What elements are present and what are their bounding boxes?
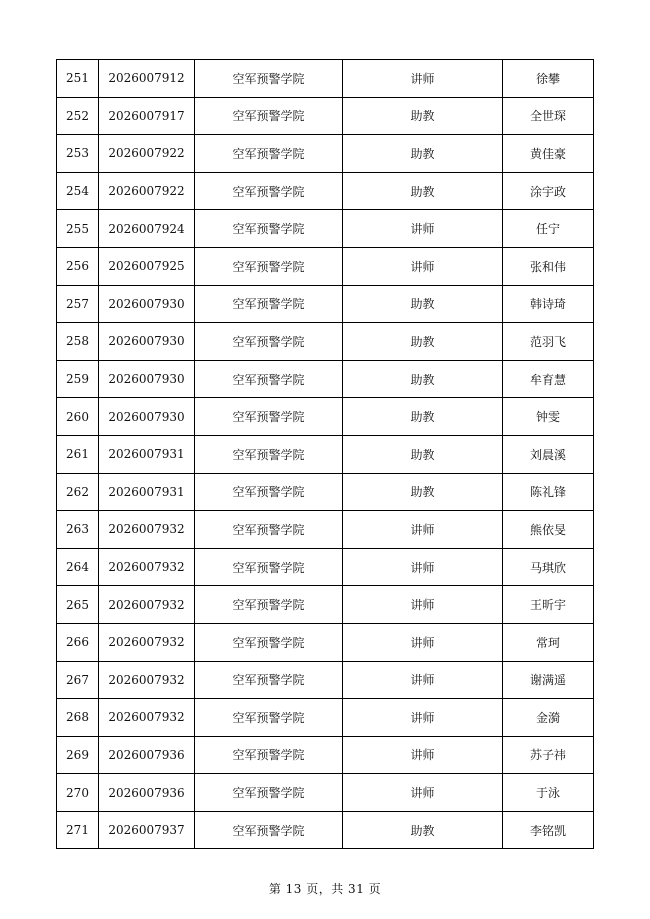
table-row xyxy=(57,97,594,135)
row-index-cell: 265 xyxy=(57,586,99,624)
table-row xyxy=(57,247,594,285)
table-row xyxy=(57,699,594,737)
row-index-cell: 254 xyxy=(57,172,99,210)
code-cell: 2026007930 xyxy=(99,285,195,323)
unit-cell: 空军预警学院 xyxy=(195,548,343,586)
table-row xyxy=(57,736,594,774)
row-index-cell: 260 xyxy=(57,398,99,436)
unit-cell: 空军预警学院 xyxy=(195,435,343,473)
title-cell: 助教 xyxy=(343,285,503,323)
unit-cell: 空军预警学院 xyxy=(195,210,343,248)
row-index-cell: 270 xyxy=(57,774,99,812)
table-row xyxy=(57,210,594,248)
title-cell: 讲师 xyxy=(343,661,503,699)
code-cell: 2026007936 xyxy=(99,736,195,774)
code-cell: 2026007932 xyxy=(99,661,195,699)
title-cell: 助教 xyxy=(343,97,503,135)
code-cell: 2026007922 xyxy=(99,135,195,173)
code-cell: 2026007932 xyxy=(99,699,195,737)
title-cell: 讲师 xyxy=(343,699,503,737)
code-cell: 2026007912 xyxy=(99,60,195,98)
code-cell: 2026007925 xyxy=(99,247,195,285)
table-row xyxy=(57,586,594,624)
roster-table-body xyxy=(57,60,594,849)
row-index-cell: 261 xyxy=(57,435,99,473)
name-cell: 熊依旻 xyxy=(503,511,594,549)
name-cell: 陈礼锋 xyxy=(503,473,594,511)
unit-cell: 空军预警学院 xyxy=(195,247,343,285)
code-cell: 2026007930 xyxy=(99,398,195,436)
title-cell: 讲师 xyxy=(343,511,503,549)
code-cell: 2026007932 xyxy=(99,623,195,661)
code-cell: 2026007924 xyxy=(99,210,195,248)
unit-cell: 空军预警学院 xyxy=(195,398,343,436)
row-index-cell: 269 xyxy=(57,736,99,774)
table-row xyxy=(57,398,594,436)
title-cell: 助教 xyxy=(343,360,503,398)
code-cell: 2026007917 xyxy=(99,97,195,135)
unit-cell: 空军预警学院 xyxy=(195,473,343,511)
name-cell: 韩诗琦 xyxy=(503,285,594,323)
row-index-cell: 255 xyxy=(57,210,99,248)
code-cell: 2026007931 xyxy=(99,435,195,473)
title-cell: 助教 xyxy=(343,172,503,210)
table-row xyxy=(57,60,594,98)
title-cell: 讲师 xyxy=(343,774,503,812)
table-row xyxy=(57,661,594,699)
row-index-cell: 267 xyxy=(57,661,99,699)
row-index-cell: 258 xyxy=(57,323,99,361)
row-index-cell: 252 xyxy=(57,97,99,135)
unit-cell: 空军预警学院 xyxy=(195,623,343,661)
code-cell: 2026007932 xyxy=(99,586,195,624)
name-cell: 王昕宇 xyxy=(503,586,594,624)
title-cell: 助教 xyxy=(343,398,503,436)
name-cell: 李铭凯 xyxy=(503,811,594,849)
title-cell: 讲师 xyxy=(343,247,503,285)
unit-cell: 空军预警学院 xyxy=(195,135,343,173)
row-index-cell: 263 xyxy=(57,511,99,549)
unit-cell: 空军预警学院 xyxy=(195,811,343,849)
title-cell: 讲师 xyxy=(343,60,503,98)
table-row xyxy=(57,623,594,661)
title-cell: 讲师 xyxy=(343,623,503,661)
unit-cell: 空军预警学院 xyxy=(195,511,343,549)
unit-cell: 空军预警学院 xyxy=(195,360,343,398)
title-cell: 助教 xyxy=(343,811,503,849)
code-cell: 2026007937 xyxy=(99,811,195,849)
row-index-cell: 257 xyxy=(57,285,99,323)
row-index-cell: 259 xyxy=(57,360,99,398)
row-index-cell: 262 xyxy=(57,473,99,511)
code-cell: 2026007932 xyxy=(99,511,195,549)
table-row xyxy=(57,811,594,849)
table-row xyxy=(57,285,594,323)
unit-cell: 空军预警学院 xyxy=(195,661,343,699)
code-cell: 2026007932 xyxy=(99,548,195,586)
name-cell: 苏子祎 xyxy=(503,736,594,774)
title-cell: 讲师 xyxy=(343,586,503,624)
name-cell: 任宁 xyxy=(503,210,594,248)
name-cell: 黄佳豪 xyxy=(503,135,594,173)
name-cell: 涂宇政 xyxy=(503,172,594,210)
row-index-cell: 266 xyxy=(57,623,99,661)
unit-cell: 空军预警学院 xyxy=(195,97,343,135)
unit-cell: 空军预警学院 xyxy=(195,172,343,210)
title-cell: 讲师 xyxy=(343,736,503,774)
title-cell: 讲师 xyxy=(343,548,503,586)
name-cell: 牟育慧 xyxy=(503,360,594,398)
name-cell: 全世琛 xyxy=(503,97,594,135)
row-index-cell: 264 xyxy=(57,548,99,586)
table-row xyxy=(57,435,594,473)
name-cell: 马琪欣 xyxy=(503,548,594,586)
row-index-cell: 271 xyxy=(57,811,99,849)
unit-cell: 空军预警学院 xyxy=(195,586,343,624)
title-cell: 讲师 xyxy=(343,210,503,248)
table-row xyxy=(57,548,594,586)
code-cell: 2026007930 xyxy=(99,323,195,361)
unit-cell: 空军预警学院 xyxy=(195,323,343,361)
name-cell: 金漪 xyxy=(503,699,594,737)
table-row xyxy=(57,774,594,812)
table-row xyxy=(57,360,594,398)
table-row xyxy=(57,135,594,173)
code-cell: 2026007922 xyxy=(99,172,195,210)
unit-cell: 空军预警学院 xyxy=(195,60,343,98)
unit-cell: 空军预警学院 xyxy=(195,285,343,323)
unit-cell: 空军预警学院 xyxy=(195,774,343,812)
name-cell: 谢满遥 xyxy=(503,661,594,699)
table-row xyxy=(57,323,594,361)
row-index-cell: 253 xyxy=(57,135,99,173)
code-cell: 2026007931 xyxy=(99,473,195,511)
row-index-cell: 256 xyxy=(57,247,99,285)
name-cell: 徐攀 xyxy=(503,60,594,98)
name-cell: 钟雯 xyxy=(503,398,594,436)
title-cell: 助教 xyxy=(343,435,503,473)
code-cell: 2026007936 xyxy=(99,774,195,812)
name-cell: 张和伟 xyxy=(503,247,594,285)
code-cell: 2026007930 xyxy=(99,360,195,398)
title-cell: 助教 xyxy=(343,135,503,173)
roster-table xyxy=(56,59,594,849)
title-cell: 助教 xyxy=(343,323,503,361)
row-index-cell: 268 xyxy=(57,699,99,737)
unit-cell: 空军预警学院 xyxy=(195,699,343,737)
row-index-cell: 251 xyxy=(57,60,99,98)
name-cell: 于泳 xyxy=(503,774,594,812)
name-cell: 范羽飞 xyxy=(503,323,594,361)
table-row xyxy=(57,172,594,210)
name-cell: 刘晨溪 xyxy=(503,435,594,473)
name-cell: 常珂 xyxy=(503,623,594,661)
table-row xyxy=(57,511,594,549)
table-row xyxy=(57,473,594,511)
page-footer: 第 13 页，共 31 页 xyxy=(268,882,382,896)
title-cell: 助教 xyxy=(343,473,503,511)
unit-cell: 空军预警学院 xyxy=(195,736,343,774)
